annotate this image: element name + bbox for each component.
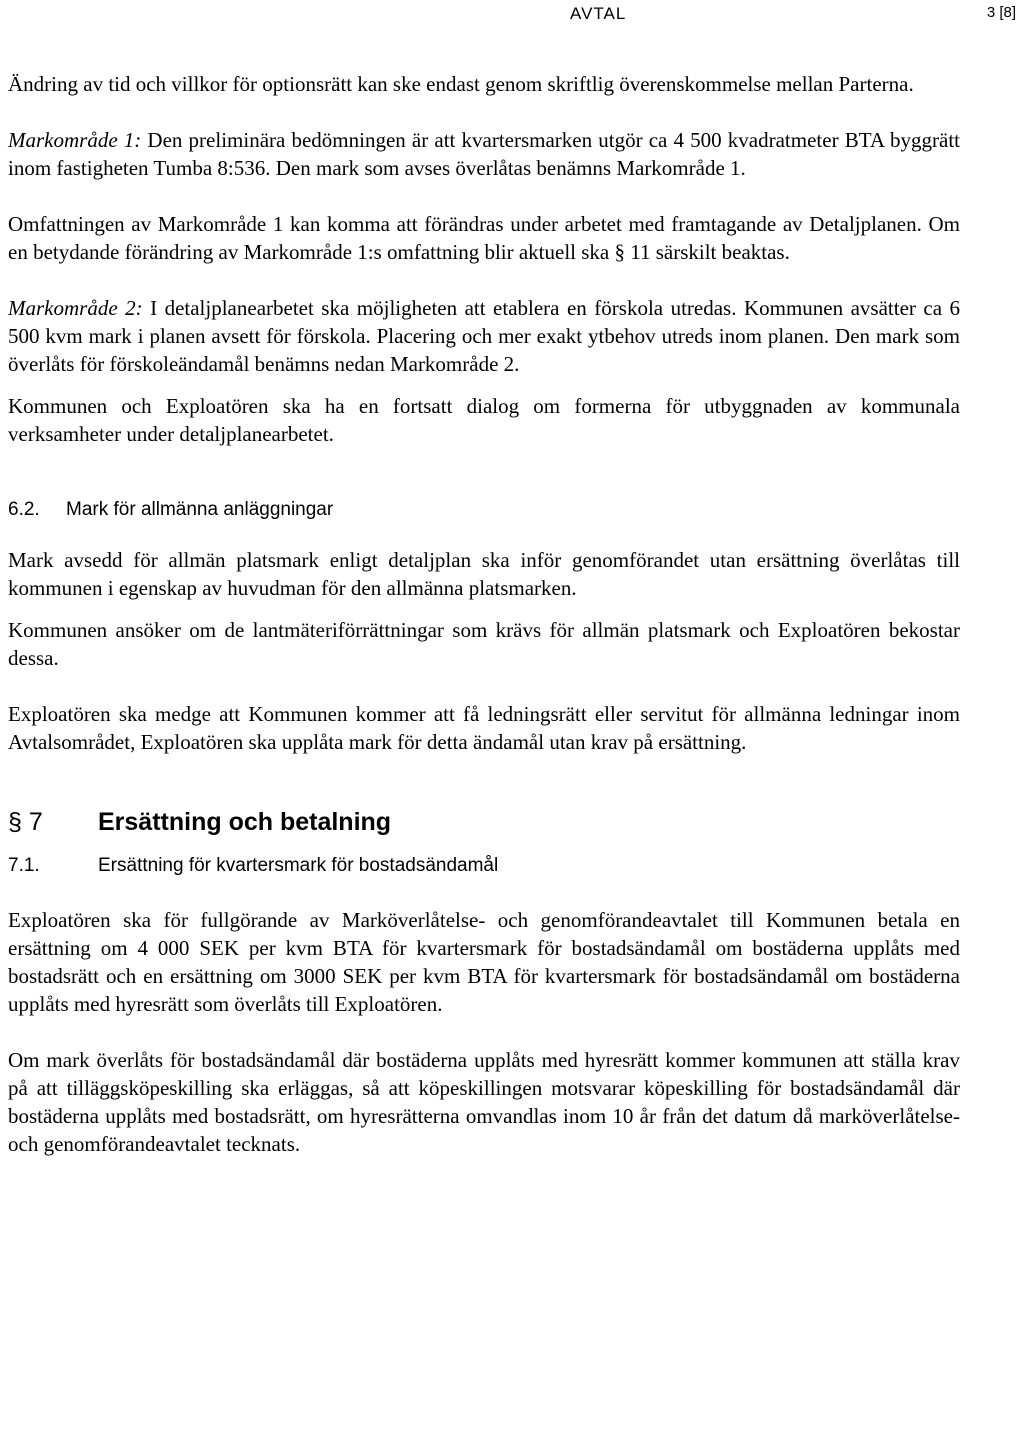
paragraph-option-rights: Ändring av tid och villkor för optionsrätt kan ske endast genom skriftlig överenskommelse mellan Parterna. — [8, 72, 914, 96]
paragraph-markomrade-1 — [8, 126, 960, 182]
heading-7-1-number: 7.1. — [8, 855, 40, 876]
paragraph-surveying: Kommunen ansöker om de lantmäteriförrättningar som krävs för allmän platsmark och Exploatören bekostar dessa. — [8, 618, 960, 670]
paragraph-additional-price: Om mark överlåts för bostadsändamål där bostäderna upplåts med hyresrätt kommer kommunen att ställa krav på att tilläggsköpeskilling ska erläggas, så att köpeskillingen motsvarar köpeskilling för bostadsändamål där bostäderna upplåts med bostadsrätt, om hyresrätterna omvandlas inom 10 år från det datum då marköverlåtelse- och genomförandeavtalet tecknats. — [8, 1048, 960, 1156]
paragraph-public-land: Mark avsedd för allmän platsmark enligt detaljplan ska inför genomförandet utan ersättning överlåtas till kommunen i egenskap av huvudman för den allmänna platsmarken. — [8, 548, 960, 600]
heading-6-2-number: 6.2. — [8, 499, 40, 520]
heading-6-2 — [8, 496, 960, 524]
markomrade-2-label: Markområde 2: — [8, 296, 143, 320]
markomrade-2-text: I detaljplanearbetet ska möjligheten att etablera en förskola utredas. Kommunen avsätter ca 6 500 kvm mark i planen avsett för förskola. Placering och mer exakt ytbehov utreds inom planen. Den mark som överlåts för förskoleändamål benämns nedan Markområde 2. — [8, 296, 960, 376]
heading-6-2-title: Mark för allmänna anläggningar — [66, 499, 334, 520]
paragraph-dialog: Kommunen och Exploatören ska ha en fortsatt dialog om formerna för utbyggnaden av kommunala verksamheter under detaljplanearbetet. — [8, 394, 960, 446]
heading-7-1-title: Ersättning för kvartersmark för bostadsändamål — [98, 855, 499, 876]
heading-7-1 — [8, 852, 960, 880]
markomrade-1-label: Markområde 1: — [8, 128, 142, 152]
markomrade-1-text: Den preliminära bedömningen är att kvartersmarken utgör ca 4 500 kvadratmeter BTA byggrätt inom fastigheten Tumba 8:536. Den mark som avses överlåtas benämns Markområde 1. — [8, 128, 960, 180]
document-title: AVTAL — [570, 4, 627, 23]
paragraph-markomrade-2 — [8, 294, 960, 378]
section-7-number: § 7 — [8, 808, 43, 836]
section-7-title: Ersättning och betalning — [98, 808, 392, 836]
paragraph-compensation: Exploatören ska för fullgörande av Marköverlåtelse- och genomförandeavtalet till Kommunen betala en ersättning om 4 000 SEK per kvm BTA för kvartersmark för bostadsändamål om bostäderna upplåts med bostadsrätt och en ersättning om 3000 SEK per kvm BTA för kvartersmark för bostadsändamål om bostäderna upplåts med hyresrätt som överlåts till Exploatören. — [8, 908, 960, 1016]
paragraph-easements: Exploatören ska medge att Kommunen kommer att få ledningsrätt eller servitut för allmänna ledningar inom Avtalsområdet, Exploatören ska upplåta mark för detta ändamål utan krav på ersättning. — [8, 702, 960, 754]
heading-section-7 — [8, 808, 960, 836]
document-body — [8, 70, 960, 1158]
page-number: 3 [8] — [986, 4, 1016, 21]
paragraph-scope-change: Omfattningen av Markområde 1 kan komma att förändras under arbetet med framtagande av Detaljplanen. Om en betydande förändring av Markområde 1:s omfattning blir aktuell ska § 11 särskilt beaktas. — [8, 212, 960, 264]
